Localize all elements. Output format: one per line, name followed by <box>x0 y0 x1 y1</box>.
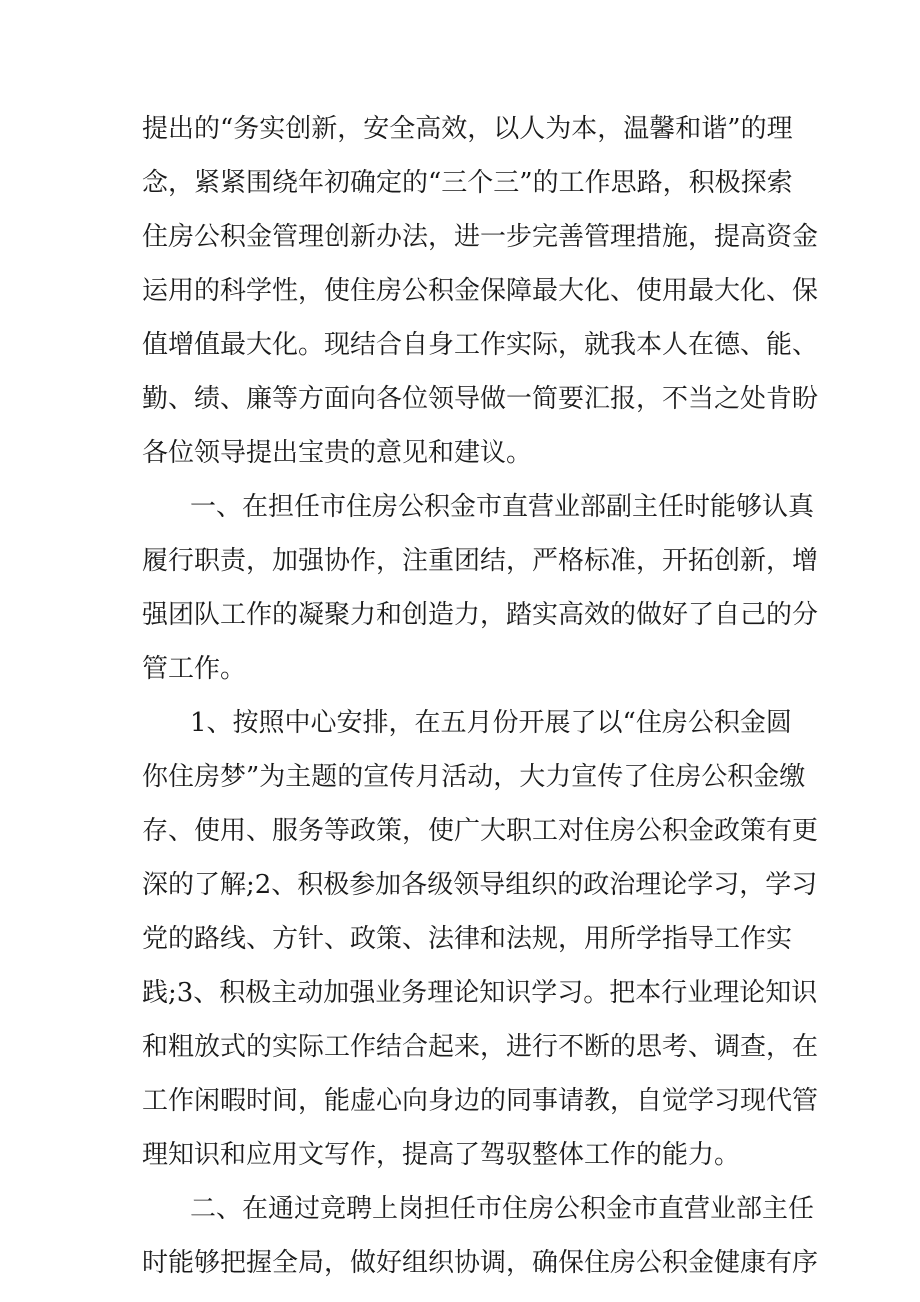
paragraph-3-line-1: 1、按照中心安排，在五月份开展了以“住房公积金圆 <box>190 708 792 738</box>
paragraph-3-line-6: 践;3、积极主动加强业务理论知识学习。把本行业理论知识 <box>142 978 818 1008</box>
paragraph-3-line-8: 工作闲暇时间，能虚心向身边的同事请教，自觉学习现代管 <box>142 1086 819 1116</box>
paragraph-2-line-3: 强团队工作的凝聚力和创造力，踏实高效的做好了自己的分 <box>142 600 819 630</box>
paragraph-3-line-3: 存、使用、服务等政策，使广大职工对住房公积金政策有更 <box>142 816 819 846</box>
paragraph-1-line-7: 各位领导提出宝贵的意见和建议。 <box>142 438 533 468</box>
paragraph-3-line-9: 理知识和应用文写作，提高了驾驭整体工作的能力。 <box>142 1140 741 1170</box>
paragraph-2-line-4: 管工作。 <box>142 654 247 684</box>
paragraph-1-line-3: 住房公积金管理创新办法，进一步完善管理措施，提高资金 <box>142 222 819 252</box>
paragraph-3-line-7: 和粗放式的实际工作结合起来，进行不断的思考、调查，在 <box>142 1032 819 1062</box>
paragraph-1-line-6: 勤、绩、廉等方面向各位领导做一简要汇报，不当之处肯盼 <box>142 384 819 414</box>
paragraph-3-line-4: 深的了解;2、积极参加各级领导组织的政治理论学习，学习 <box>142 870 818 900</box>
paragraph-1-line-4: 运用的科学性，使住房公积金保障最大化、使用最大化、保 <box>142 276 819 306</box>
paragraph-3-line-5: 党的路线、方针、政策、法律和法规，用所学指导工作实 <box>142 924 793 954</box>
paragraph-4-line-2: 时能够把握全局，做好组织协调，确保住房公积金健康有序 <box>142 1248 819 1278</box>
paragraph-2-line-2: 履行职责，加强协作，注重团结，严格标准，开拓创新，增 <box>142 546 819 576</box>
paragraph-2-line-1: 一、在担任市住房公积金市直营业部副主任时能够认真 <box>190 492 815 522</box>
paragraph-1-line-5: 值增值最大化。现结合自身工作实际，就我本人在德、能、 <box>142 330 819 360</box>
paragraph-1-line-2: 念，紧紧围绕年初确定的“三个三”的工作思路，积极探索 <box>142 168 793 198</box>
paragraph-3-line-2: 你住房梦”为主题的宣传月活动，大力宣传了住房公积金缴 <box>142 762 806 792</box>
paragraph-4-line-1: 二、在通过竞聘上岗担任市住房公积金市直营业部主任 <box>190 1194 815 1224</box>
paragraph-1-line-1: 提出的“务实创新，安全高效，以人为本，温馨和谐”的理 <box>142 114 793 144</box>
